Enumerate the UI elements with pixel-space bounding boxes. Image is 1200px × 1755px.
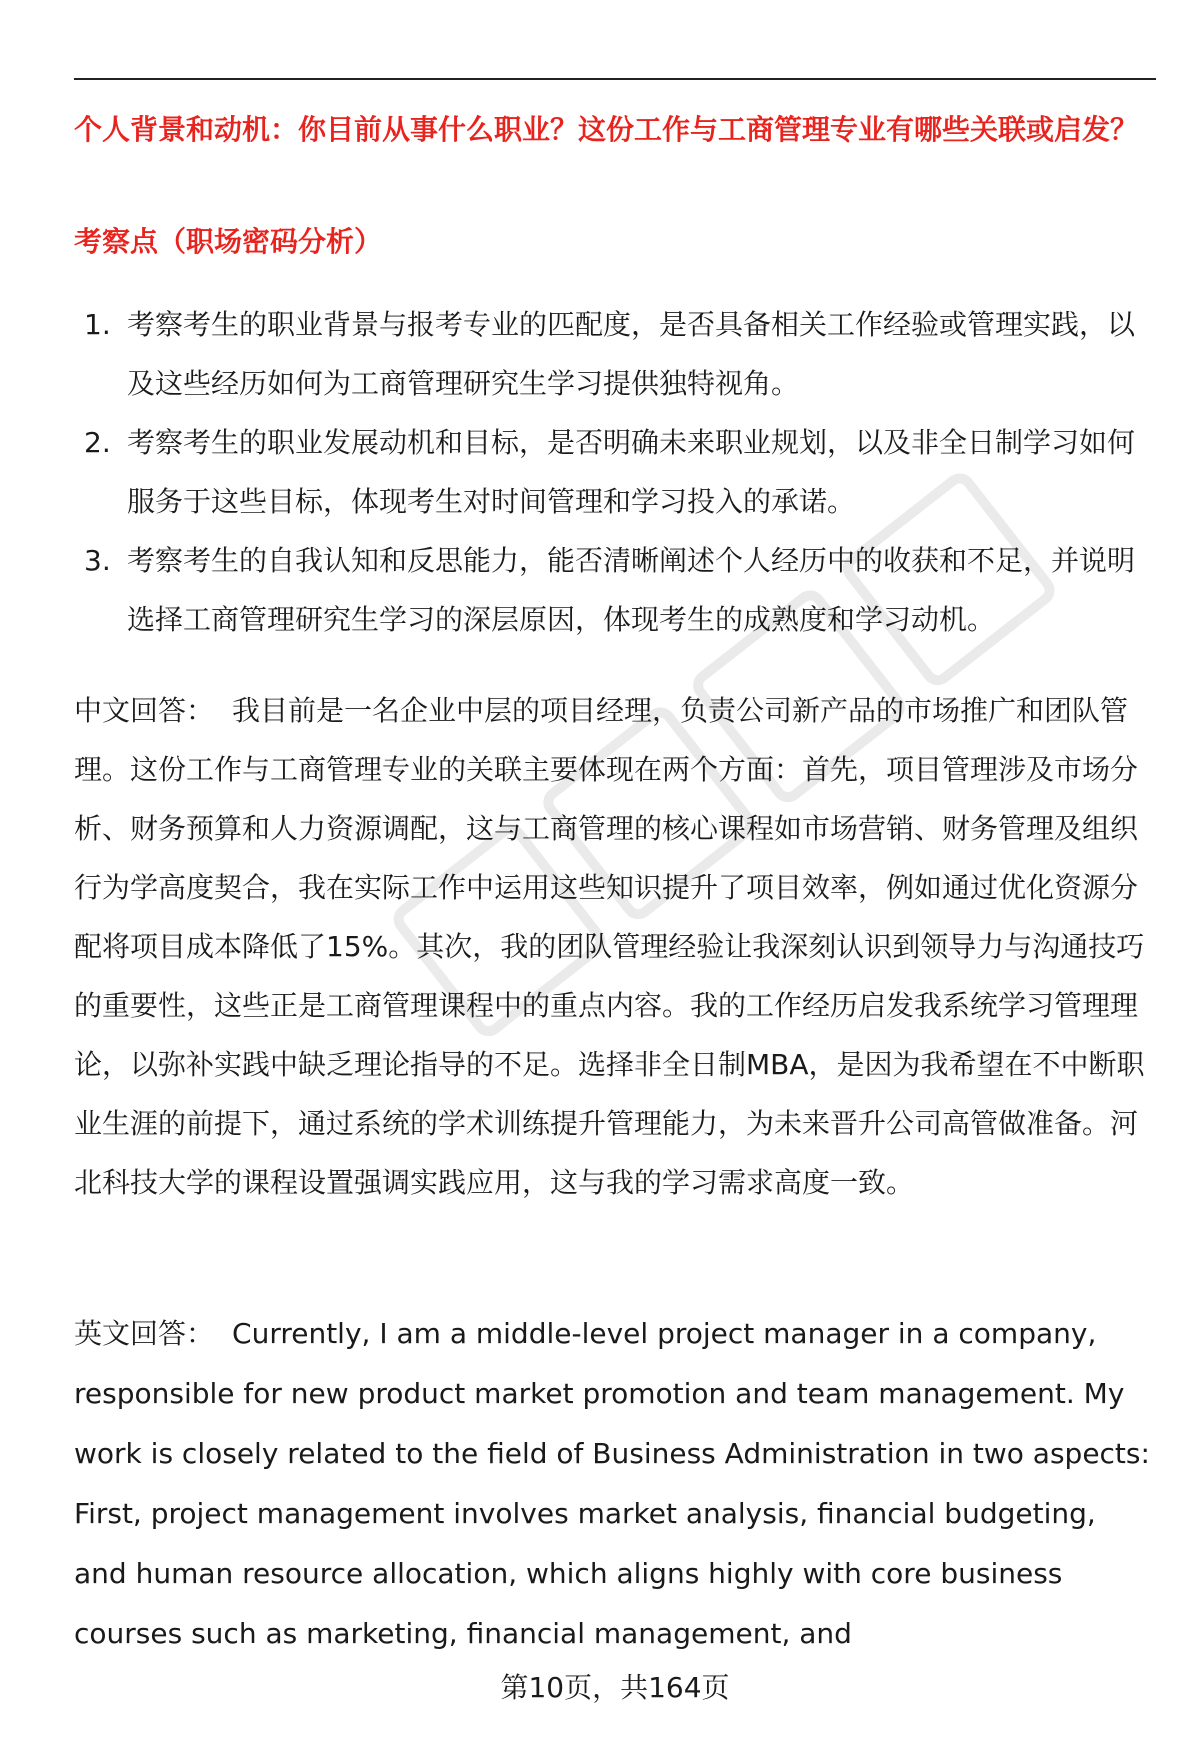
examination-point bbox=[74, 295, 1156, 413]
point-number: 2. bbox=[84, 426, 111, 459]
chinese-answer-label: 中文回答： bbox=[74, 694, 215, 727]
english-answer bbox=[74, 1304, 1156, 1664]
examination-points-list bbox=[74, 295, 1156, 649]
english-answer-text: Currently, I am a middle-level project manager in a company, responsible for new product market promotion and team management. My work is closely related to the field of Business Administration in two aspects: First, project management involves market analysis, financial budgeting, and human resource allocation, which aligns highly with core business courses such as marketing, financial management, and bbox=[74, 1317, 1150, 1650]
point-number: 3. bbox=[84, 544, 111, 577]
english-answer-label: 英文回答： bbox=[74, 1317, 215, 1350]
point-text: 考察考生的职业背景与报考专业的匹配度，是否具备相关工作经验或管理实践，以及这些经历如何为工商管理研究生学习提供独特视角。 bbox=[127, 308, 1136, 400]
point-number: 1. bbox=[84, 308, 111, 341]
chinese-answer-text: 我目前是一名企业中层的项目经理，负责公司新产品的市场推广和团队管理。这份工作与工商管理专业的关联主要体现在两个方面：首先，项目管理涉及市场分析、财务预算和人力资源调配，这与工商管理的核心课程如市场营销、财务管理及组织行为学高度契合，我在实际工作中运用这些知识提升了项目效率，例如通过优化资源分配将项目成本降低了15%。其次，我的团队管理经验让我深刻认识到领导力与沟通技巧的重要性，这些正是工商管理课程中的重点内容。我的工作经历启发我系统学习管理理论，以弥补实践中缺乏理论指导的不足。选择非全日制MBA，是因为我希望在不中断职业生涯的前提下，通过系统的学术训练提升管理能力，为未来晋升公司高管做准备。河北科技大学的课程设置强调实践应用，这与我的学习需求高度一致。 bbox=[74, 694, 1145, 1199]
chinese-answer bbox=[74, 681, 1156, 1212]
page-footer: 第10页，共164页 bbox=[500, 1671, 730, 1704]
document-page bbox=[74, 0, 1156, 1755]
examination-point bbox=[74, 413, 1156, 531]
point-text: 考察考生的自我认知和反思能力，能否清晰阐述个人经历中的收获和不足，并说明选择工商管理研究生学习的深层原因，体现考生的成熟度和学习动机。 bbox=[127, 544, 1136, 636]
header-rule bbox=[74, 78, 1156, 80]
examination-title: 考察点（职场密码分析） bbox=[74, 225, 383, 258]
point-text: 考察考生的职业发展动机和目标，是否明确未来职业规划，以及非全日制学习如何服务于这些目标，体现考生对时间管理和学习投入的承诺。 bbox=[127, 426, 1136, 518]
question-heading: 个人背景和动机：你目前从事什么职业？这份工作与工商管理专业有哪些关联或启发？ bbox=[74, 113, 1139, 146]
examination-point bbox=[74, 531, 1156, 649]
